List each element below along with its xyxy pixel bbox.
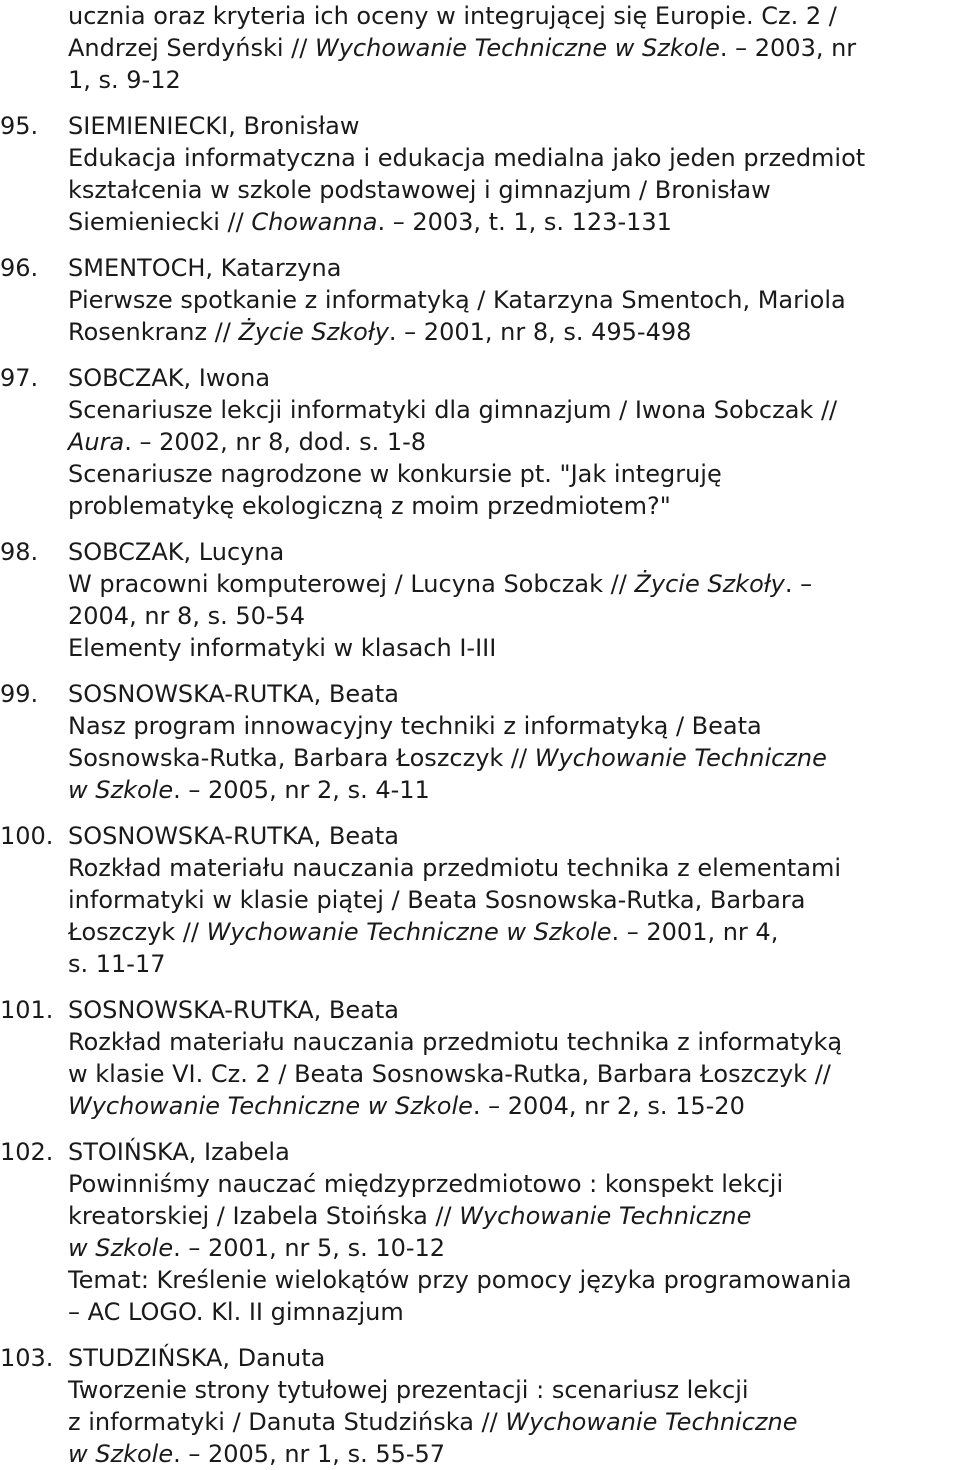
text-line: [68, 710, 960, 742]
text-line: [68, 1232, 960, 1264]
text-line: [68, 1438, 960, 1470]
citation-text: Sosnowska-Rutka, Barbara Łoszczyk //: [68, 744, 535, 772]
citation-text: SOSNOWSKA-RUTKA, Beata: [68, 996, 399, 1024]
citation-text: z informatyki / Danuta Studzińska //: [68, 1408, 506, 1436]
entry-number: 101.: [0, 996, 54, 1024]
text-line: [68, 632, 960, 664]
citation-text: Łoszczyk //: [68, 918, 207, 946]
bibliography-entry: [0, 110, 960, 238]
citation-text: Rozkład materiału nauczania przedmiotu technika z elementami: [68, 854, 842, 882]
journal-title: Wychowanie Techniczne: [459, 1202, 752, 1230]
text-line: [68, 1026, 960, 1058]
text-line: [68, 1296, 960, 1328]
text-line: [68, 1264, 960, 1296]
citation-text: STUDZIŃSKA, Danuta: [68, 1344, 326, 1372]
citation-text: Andrzej Serdyński //: [68, 34, 315, 62]
citation-text: Nasz program innowacyjny techniki z informatyką / Beata: [68, 712, 762, 740]
citation-text: SOSNOWSKA-RUTKA, Beata: [68, 680, 399, 708]
continued-entry-text: [0, 0, 960, 96]
entry-number: 100.: [0, 822, 54, 850]
citation-text: Temat: Kreślenie wielokątów przy pomocy języka programowania: [68, 1266, 852, 1294]
text-line: [68, 742, 960, 774]
text-line: [68, 916, 960, 948]
text-line: [68, 994, 960, 1026]
citation-text: w klasie VI. Cz. 2 / Beata Sosnowska-Rutka, Barbara Łoszczyk //: [68, 1060, 831, 1088]
citation-text: kreatorskiej / Izabela Stoińska //: [68, 1202, 460, 1230]
bibliography-entry: [0, 1136, 960, 1328]
text-line: [68, 884, 960, 916]
entry-number: 95.: [0, 112, 39, 140]
bibliography-list: [0, 110, 960, 1470]
entry-number: 103.: [0, 1344, 54, 1372]
bibliography-entry: [0, 362, 960, 522]
citation-text: Powinniśmy nauczać międzyprzedmiotowo : konspekt lekcji: [68, 1170, 784, 1198]
citation-text: . – 2003, t. 1, s. 123-131: [377, 208, 672, 236]
citation-text: – AC LOGO. Kl. II gimnazjum: [68, 1298, 404, 1326]
text-line: [68, 252, 960, 284]
citation-text: . – 2005, nr 1, s. 55-57: [173, 1440, 446, 1468]
text-line: [68, 820, 960, 852]
citation-text: kształcenia w szkole podstawowej i gimnazjum / Bronisław: [68, 176, 771, 204]
journal-title: Wychowanie Techniczne w Szkole: [68, 1092, 473, 1120]
text-line: [68, 1090, 960, 1122]
citation-text: ucznia oraz kryteria ich oceny w integrującej się Europie. Cz. 2 /: [68, 2, 837, 30]
citation-text: Tworzenie strony tytułowej prezentacji : scenariusz lekcji: [68, 1376, 749, 1404]
text-line: [68, 174, 960, 206]
citation-text: 2004, nr 8, s. 50-54: [68, 602, 306, 630]
text-line: [68, 0, 960, 32]
citation-text: . – 2001, nr 5, s. 10-12: [173, 1234, 446, 1262]
citation-text: SOBCZAK, Iwona: [68, 364, 271, 392]
bibliography-entry: [0, 820, 960, 980]
text-line: [68, 1058, 960, 1090]
bibliography-entry: [0, 994, 960, 1122]
citation-text: Rozkład materiału nauczania przedmiotu technika z informatyką: [68, 1028, 843, 1056]
citation-text: . – 2003, nr: [719, 34, 857, 62]
citation-text: Elementy informatyki w klasach I-III: [68, 634, 497, 662]
text-line: [68, 426, 960, 458]
journal-title: Wychowanie Techniczne w Szkole: [314, 34, 720, 62]
text-line: [68, 316, 960, 348]
journal-title: w Szkole: [68, 776, 174, 804]
bibliography-entry: [0, 536, 960, 664]
text-line: [68, 1406, 960, 1438]
text-line: [68, 536, 960, 568]
citation-text: . – 2005, nr 2, s. 4-11: [173, 776, 430, 804]
citation-text: . – 2001, nr 8, s. 495-498: [388, 318, 692, 346]
journal-title: w Szkole: [68, 1234, 174, 1262]
journal-title: Wychowanie Techniczne: [505, 1408, 798, 1436]
text-line: [68, 852, 960, 884]
journal-title: Życie Szkoły: [634, 570, 785, 598]
text-line: [68, 206, 960, 238]
citation-text: W pracowni komputerowej / Lucyna Sobczak //: [68, 570, 635, 598]
citation-text: . – 2002, nr 8, dod. s. 1-8: [124, 428, 427, 456]
journal-title: Aura: [68, 428, 125, 456]
citation-text: . – 2004, nr 2, s. 15-20: [472, 1092, 745, 1120]
citation-text: problematykę ekologiczną z moim przedmiotem?": [68, 492, 671, 520]
entry-number: 98.: [0, 538, 39, 566]
journal-title: Chowanna: [251, 208, 378, 236]
text-line: [68, 490, 960, 522]
text-line: [68, 458, 960, 490]
entry-number: 97.: [0, 364, 39, 392]
citation-text: Scenariusze nagrodzone w konkursie pt. "Jak integruję: [68, 460, 722, 488]
entry-number: 96.: [0, 254, 39, 282]
citation-text: Siemieniecki //: [68, 208, 252, 236]
text-line: [68, 284, 960, 316]
text-line: [68, 774, 960, 806]
text-line: [68, 600, 960, 632]
text-line: [68, 362, 960, 394]
citation-text: 1, s. 9-12: [68, 66, 181, 94]
text-line: [68, 1136, 960, 1168]
citation-text: SMENTOCH, Katarzyna: [68, 254, 342, 282]
text-line: [68, 568, 960, 600]
text-line: [68, 678, 960, 710]
citation-text: Rosenkranz //: [68, 318, 239, 346]
journal-title: w Szkole: [68, 1440, 174, 1468]
citation-text: SOBCZAK, Lucyna: [68, 538, 285, 566]
bibliography-entry: [0, 1342, 960, 1470]
entry-number: 99.: [0, 680, 39, 708]
text-line: [68, 1342, 960, 1374]
bibliography-entry: [0, 678, 960, 806]
text-line: [68, 948, 960, 980]
journal-title: Wychowanie Techniczne: [534, 744, 827, 772]
citation-text: Scenariusze lekcji informatyki dla gimnazjum / Iwona Sobczak //: [68, 396, 838, 424]
text-line: [68, 1168, 960, 1200]
journal-title: Wychowanie Techniczne w Szkole: [206, 918, 612, 946]
citation-text: s. 11-17: [68, 950, 166, 978]
text-line: [68, 64, 960, 96]
citation-text: . – 2001, nr 4,: [611, 918, 779, 946]
text-line: [68, 394, 960, 426]
citation-text: SOSNOWSKA-RUTKA, Beata: [68, 822, 399, 850]
citation-text: informatyki w klasie piątej / Beata Sosnowska-Rutka, Barbara: [68, 886, 806, 914]
citation-text: . –: [784, 570, 813, 598]
text-line: [68, 32, 960, 64]
citation-text: Pierwsze spotkanie z informatyką / Katarzyna Smentoch, Mariola: [68, 286, 846, 314]
citation-text: SIEMIENIECKI, Bronisław: [68, 112, 360, 140]
entry-number: 102.: [0, 1138, 54, 1166]
citation-text: STOIŃSKA, Izabela: [68, 1138, 290, 1166]
text-line: [68, 142, 960, 174]
citation-text: Edukacja informatyczna i edukacja medialna jako jeden przedmiot: [68, 144, 866, 172]
journal-title: Życie Szkoły: [238, 318, 389, 346]
text-line: [68, 1200, 960, 1232]
text-line: [68, 110, 960, 142]
text-line: [68, 1374, 960, 1406]
bibliography-entry: [0, 252, 960, 348]
